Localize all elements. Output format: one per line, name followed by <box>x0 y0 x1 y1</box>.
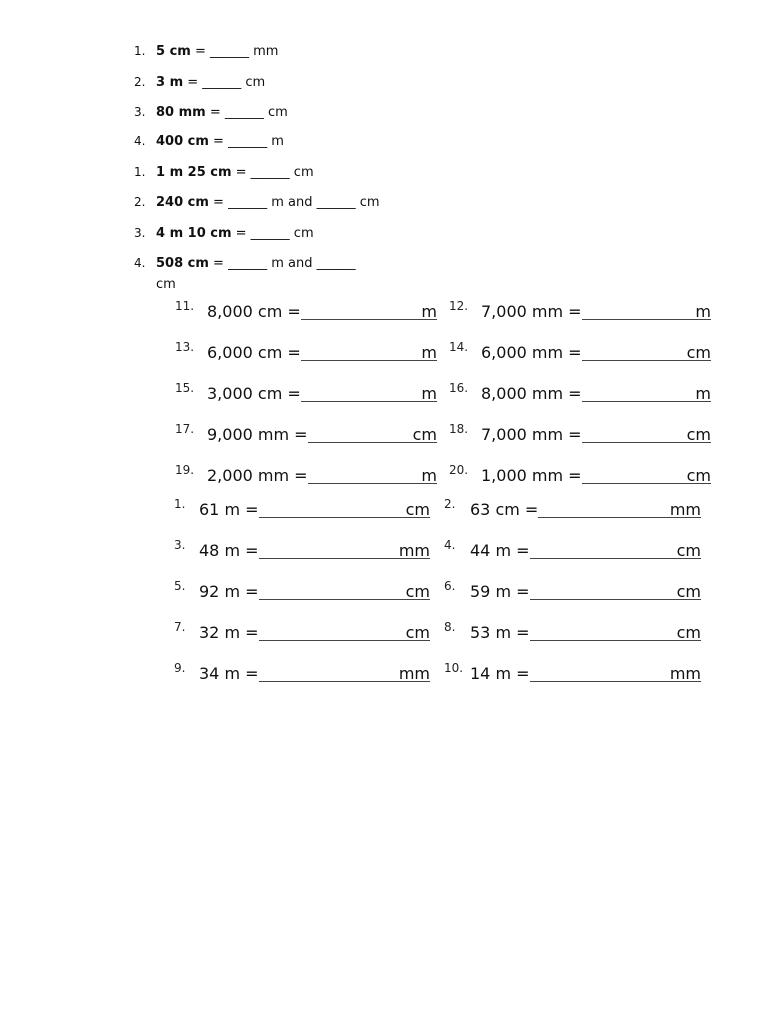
item-prompt: = ______ cm <box>231 226 314 241</box>
conversion-item <box>175 299 437 325</box>
item-question: 61 m = <box>199 500 259 519</box>
item-number: 14. <box>449 340 469 354</box>
item-number: 13. <box>175 340 195 354</box>
item-number: 3. <box>134 105 146 119</box>
item-question: 34 m = <box>199 664 259 683</box>
answer-blank[interactable] <box>308 483 437 484</box>
item-question: 32 m = <box>199 623 259 642</box>
answer-blank[interactable] <box>259 640 430 641</box>
item-prompt: = ______ m and ______ cm <box>208 195 380 210</box>
wrapped-unit-text: cm <box>156 277 176 292</box>
conversion-item <box>175 340 437 366</box>
conversion-item <box>449 381 711 407</box>
item-question: 7,000 mm = <box>481 302 582 321</box>
item-question: 48 m = <box>199 541 259 560</box>
conversion-item <box>444 497 701 523</box>
item-question: 7,000 mm = <box>481 425 582 444</box>
item-unit: cm <box>676 541 701 560</box>
conversion-item <box>444 620 701 646</box>
item-number: 10. <box>444 661 464 675</box>
item-unit: m <box>421 384 437 403</box>
item-quantity: 508 cm <box>156 256 209 271</box>
answer-blank[interactable] <box>582 319 711 320</box>
item-number: 4. <box>444 538 456 552</box>
item-unit: m <box>421 302 437 321</box>
answer-blank[interactable] <box>530 558 701 559</box>
item-question: 6,000 cm = <box>207 343 301 362</box>
item-number: 17. <box>175 422 195 436</box>
item-unit: mm <box>398 664 430 683</box>
item-unit: mm <box>669 664 701 683</box>
conversion-item <box>444 661 701 687</box>
item-number: 16. <box>449 381 469 395</box>
item-unit: m <box>421 466 437 485</box>
conversion-item <box>175 381 437 407</box>
item-question: 44 m = <box>470 541 530 560</box>
conversion-item <box>449 463 711 489</box>
item-unit: cm <box>686 343 711 362</box>
item-question: 8,000 mm = <box>481 384 582 403</box>
item-question: 2,000 mm = <box>207 466 308 485</box>
item-prompt: = ______ cm <box>231 165 314 180</box>
item-prompt: = ______ cm <box>205 105 288 120</box>
item-number: 2. <box>134 75 146 89</box>
item-number: 9. <box>174 661 186 675</box>
conversion-item <box>174 579 430 605</box>
item-prompt: = ______ mm <box>190 44 279 59</box>
item-unit: m <box>421 343 437 362</box>
item-number: 2. <box>134 195 146 209</box>
answer-blank[interactable] <box>259 517 430 518</box>
item-prompt: = ______ m and ______ <box>208 256 356 271</box>
item-number: 5. <box>174 579 186 593</box>
item-unit: cm <box>405 582 430 601</box>
item-unit: cm <box>686 466 711 485</box>
conversion-item <box>175 463 437 489</box>
item-number: 19. <box>175 463 195 477</box>
item-number: 2. <box>444 497 456 511</box>
item-unit: mm <box>669 500 701 519</box>
conversion-item <box>174 538 430 564</box>
item-unit: cm <box>405 623 430 642</box>
item-question: 59 m = <box>470 582 530 601</box>
item-unit: cm <box>405 500 430 519</box>
item-question: 3,000 cm = <box>207 384 301 403</box>
item-question: 8,000 cm = <box>207 302 301 321</box>
item-number: 1. <box>134 44 146 58</box>
item-unit: cm <box>676 623 701 642</box>
item-unit: mm <box>398 541 430 560</box>
conversion-item <box>449 422 711 448</box>
item-number: 1. <box>174 497 186 511</box>
item-number: 3. <box>134 226 146 240</box>
item-number: 3. <box>174 538 186 552</box>
item-number: 18. <box>449 422 469 436</box>
item-number: 4. <box>134 134 146 148</box>
answer-blank[interactable] <box>259 599 430 600</box>
answer-blank[interactable] <box>530 640 701 641</box>
item-number: 11. <box>175 299 195 313</box>
answer-blank[interactable] <box>301 360 437 361</box>
item-number: 6. <box>444 579 456 593</box>
item-unit: cm <box>686 425 711 444</box>
answer-blank[interactable] <box>582 401 711 402</box>
item-question: 92 m = <box>199 582 259 601</box>
item-number: 4. <box>134 256 146 270</box>
item-question: 53 m = <box>470 623 530 642</box>
item-prompt: = ______ cm <box>183 75 266 90</box>
item-unit: cm <box>412 425 437 444</box>
item-number: 8. <box>444 620 456 634</box>
item-quantity: 3 m <box>156 75 184 90</box>
item-question: 14 m = <box>470 664 530 683</box>
item-quantity: 1 m 25 cm <box>156 165 232 180</box>
item-question: 1,000 mm = <box>481 466 582 485</box>
answer-blank[interactable] <box>530 599 701 600</box>
item-quantity: 5 cm <box>156 44 191 59</box>
answer-blank[interactable] <box>301 401 437 402</box>
conversion-item <box>174 620 430 646</box>
conversion-item <box>174 661 430 687</box>
item-unit: m <box>695 384 711 403</box>
item-question: 6,000 mm = <box>481 343 582 362</box>
item-quantity: 80 mm <box>156 105 206 120</box>
item-number: 20. <box>449 463 469 477</box>
item-quantity: 400 cm <box>156 134 209 149</box>
item-number: 15. <box>175 381 195 395</box>
conversion-item <box>449 299 711 325</box>
conversion-item <box>174 497 430 523</box>
item-question: 9,000 mm = <box>207 425 308 444</box>
item-number: 7. <box>174 620 186 634</box>
item-number: 12. <box>449 299 469 313</box>
answer-blank[interactable] <box>301 319 437 320</box>
conversion-item <box>175 422 437 448</box>
item-unit: cm <box>676 582 701 601</box>
conversion-item <box>444 538 701 564</box>
conversion-item <box>449 340 711 366</box>
item-prompt: = ______ m <box>208 134 284 149</box>
item-quantity: 4 m 10 cm <box>156 226 232 241</box>
item-quantity: 240 cm <box>156 195 209 210</box>
item-unit: m <box>695 302 711 321</box>
item-question: 63 cm = <box>470 500 539 519</box>
conversion-item <box>444 579 701 605</box>
item-number: 1. <box>134 165 146 179</box>
